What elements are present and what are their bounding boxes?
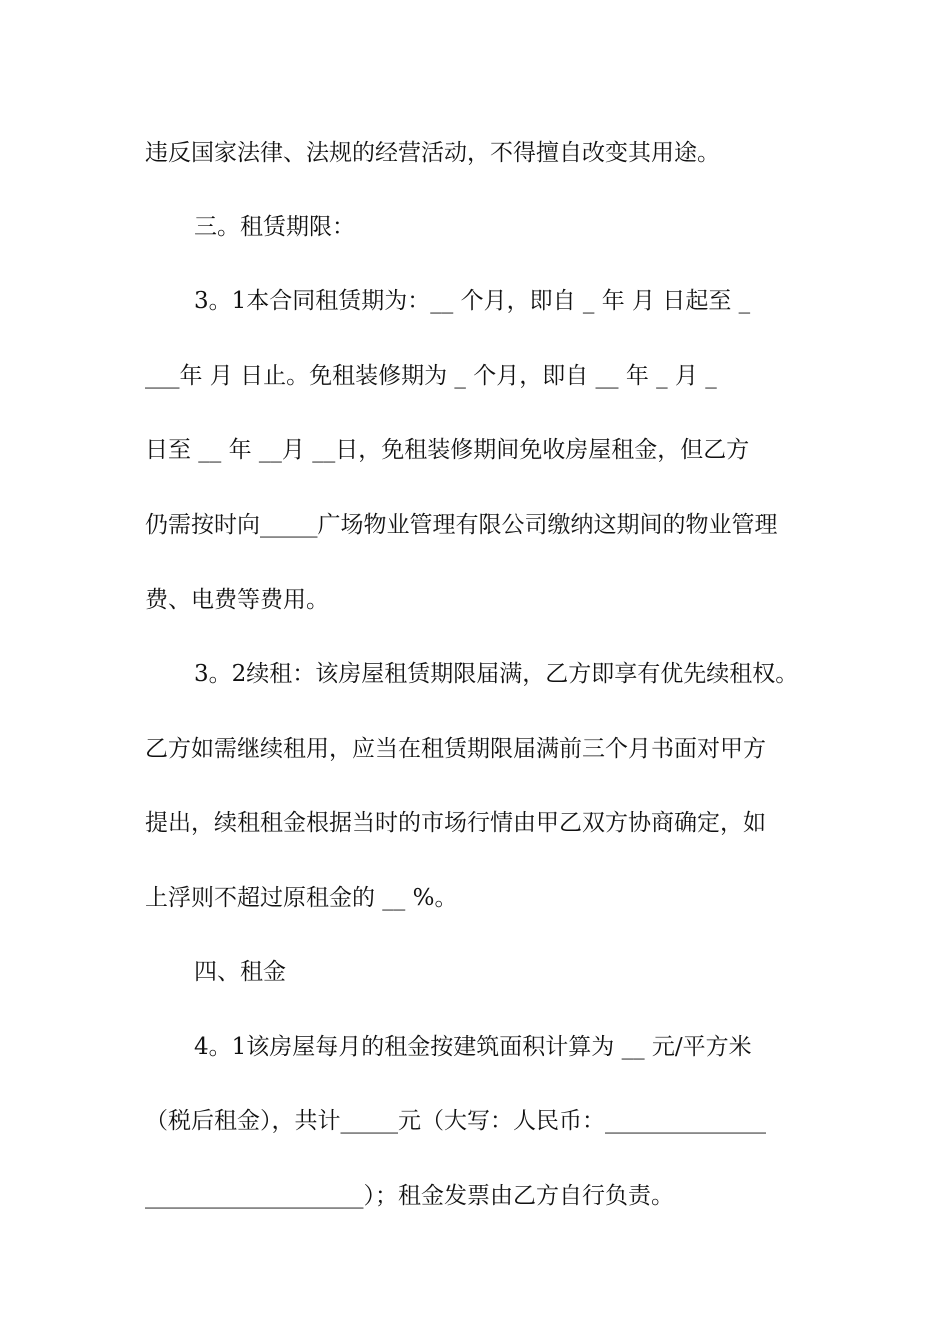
text-line: 日至 __ 年 __月 __日，免租装修期间免收房屋租金，但乙方 — [145, 437, 750, 463]
text-line: 4。1该房屋每月的租金按建筑面积计算为 __ 元/平方米 — [194, 1034, 752, 1060]
text-line: （税后租金），共计_____元（大写：人民币：______________ — [145, 1108, 766, 1134]
text-line: 提出，续租租金根据当时的市场行情由甲乙双方协商确定，如 — [145, 810, 766, 836]
text-line: ___年 月 日止。免租装修期为 _ 个月，即自 __ 年 _ 月 _ — [145, 363, 717, 389]
text-line: 3。2续租：该房屋租赁期限届满，乙方即享有优先续租权。 — [194, 661, 799, 687]
text-line: 费、电费等费用。 — [145, 587, 329, 613]
text-line: 仍需按时向_____广场物业管理有限公司缴纳这期间的物业管理 — [145, 512, 778, 538]
text-line: 违反国家法律、法规的经营活动，不得擅自改变其用途。 — [145, 140, 720, 166]
section-heading: 三。租赁期限： — [194, 214, 355, 240]
text-line: 3。1本合同租赁期为：__ 个月，即自 _ 年 月 日起至 _ — [194, 288, 751, 314]
text-line: 乙方如需继续租用，应当在租赁期限届满前三个月书面对甲方 — [145, 736, 766, 762]
text-line: ___________________）；租金发票由乙方自行负责。 — [145, 1183, 674, 1209]
section-heading: 四、租金 — [194, 959, 286, 985]
text-line: 上浮则不超过原租金的 __ %。 — [145, 885, 458, 911]
